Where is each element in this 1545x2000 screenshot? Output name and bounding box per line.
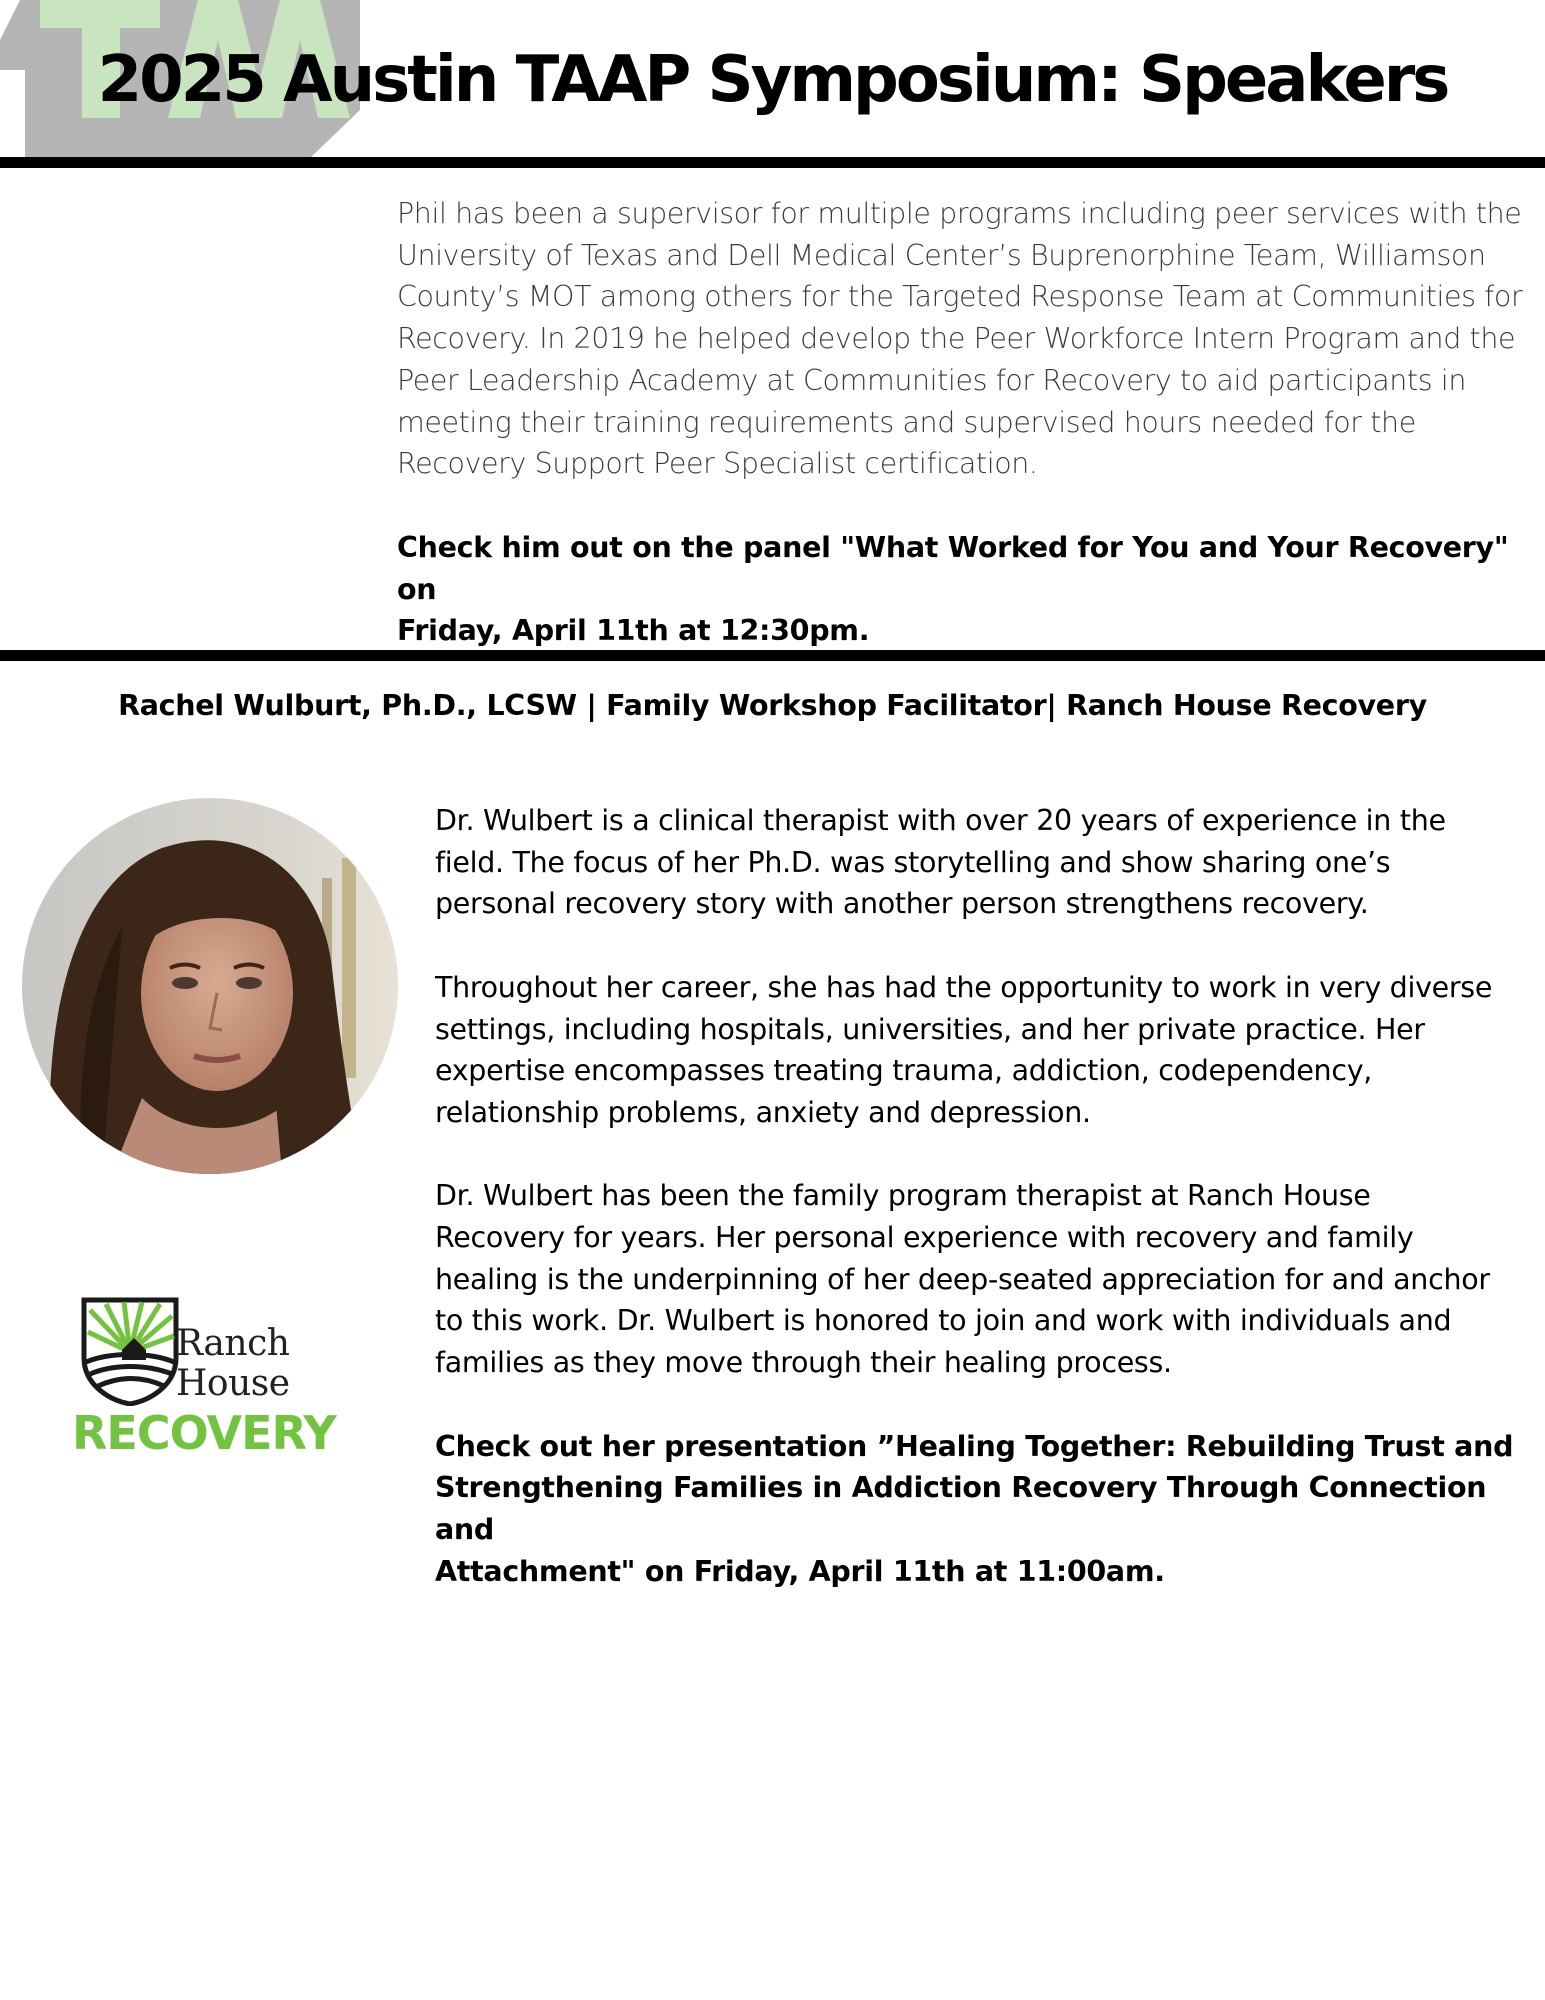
bio-paragraph — [435, 1175, 1530, 1384]
panel-line: Friday, April 11th at 12:30pm. — [397, 614, 870, 648]
bio-line: settings, including hospitals, universities, and her private practice. Her — [435, 1012, 1425, 1046]
bio-line: expertise encompasses treating trauma, addiction, codependency, — [435, 1054, 1373, 1088]
speaker-photo — [22, 798, 398, 1174]
presentation-line: Strengthening Families in Addiction Recovery Through Connection and — [435, 1471, 1487, 1546]
ranch-house-wordmark — [176, 1324, 290, 1404]
presentation-info — [435, 1426, 1530, 1593]
bio-line: personal recovery story with another person strengthens recovery. — [435, 887, 1369, 921]
logo-line: House — [176, 1363, 290, 1404]
bio-paragraph — [435, 967, 1530, 1134]
rachel-bio — [435, 800, 1530, 1634]
bio-line: Peer Leadership Academy at Communities for Recovery to aid participants in — [397, 363, 1466, 397]
recovery-wordmark: RECOVERY — [72, 1406, 336, 1460]
bio-line: to this work. Dr. Wulbert is honored to join and work with individuals and — [435, 1304, 1452, 1338]
logo-line: Ranch — [176, 1323, 290, 1364]
bio-line: Recovery Support Peer Specialist certification. — [397, 447, 1038, 481]
bio-line: Dr. Wulbert is a clinical therapist with over 20 years of experience in the — [435, 804, 1446, 837]
bio-line: field. The focus of her Ph.D. was storytelling and show sharing one’s — [435, 845, 1391, 879]
bio-line: University of Texas and Dell Medical Center’s Buprenorphine Team, Williamson — [397, 238, 1486, 272]
page-title: 2025 Austin TAAP Symposium: Speakers — [97, 43, 1448, 117]
phil-bio — [397, 193, 1527, 485]
presentation-line: Check out her presentation ”Healing Together: Rebuilding Trust and — [435, 1429, 1514, 1463]
bio-line: Throughout her career, she has had the opportunity to work in very diverse — [435, 970, 1493, 1004]
bio-line: Recovery for years. Her personal experience with recovery and family — [435, 1221, 1414, 1254]
ranch-house-recovery-logo — [72, 1292, 372, 1462]
bio-line: Phil has been a supervisor for multiple programs including peer services with the — [397, 197, 1522, 230]
bio-line: Recovery. In 2019 he helped develop the Peer Workforce Intern Program and the — [397, 322, 1516, 356]
bio-line: Dr. Wulbert has been the family program therapist at Ranch House — [435, 1179, 1371, 1213]
ranch-shield-icon — [80, 1296, 180, 1406]
divider-middle — [0, 650, 1545, 661]
bio-line: healing is the underpinning of her deep-seated appreciation for and anchor — [435, 1262, 1490, 1296]
panel-line: Check him out on the panel "What Worked for You and Your Recovery" on — [397, 531, 1509, 606]
bio-line: meeting their training requirements and supervised hours needed for the — [397, 405, 1416, 439]
divider-top — [0, 157, 1545, 168]
bio-line: relationship problems, anxiety and depression. — [435, 1095, 1091, 1129]
phil-panel-info — [397, 527, 1527, 652]
speaker-header: Rachel Wulburt, Ph.D., LCSW | Family Workshop Facilitator| Ranch House Recovery — [118, 689, 1427, 722]
bio-line: County’s MOT among others for the Targeted Response Team at Communities for — [397, 280, 1523, 314]
bio-paragraph — [435, 800, 1530, 925]
presentation-line: Attachment" on Friday, April 11th at 11:00am. — [435, 1554, 1165, 1588]
bio-line: families as they move through their healing process. — [435, 1346, 1172, 1380]
